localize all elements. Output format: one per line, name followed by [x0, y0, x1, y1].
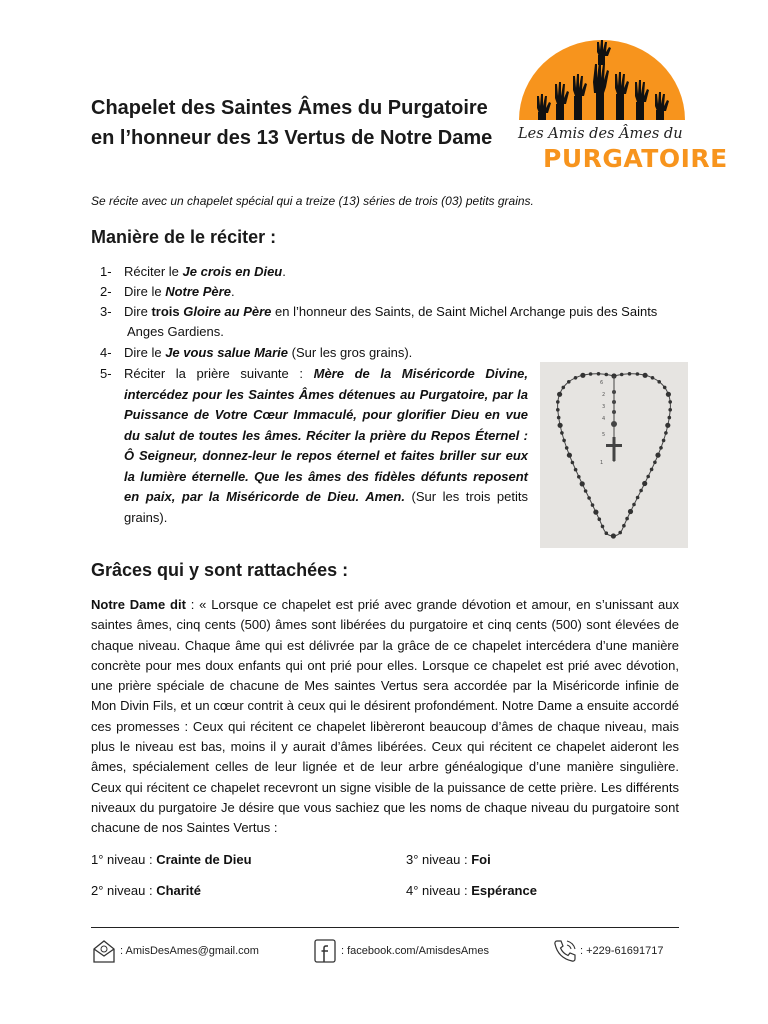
rosary-bead — [653, 461, 657, 465]
rosary-bead — [665, 423, 670, 428]
step-3-continuation: Anges Gardiens. — [127, 324, 224, 339]
graces-heading: Grâces qui y sont rattachées : — [91, 560, 349, 580]
step-number-1: 1- — [100, 264, 112, 279]
rosary-bead — [620, 373, 624, 377]
step-number-4: 4- — [100, 345, 112, 360]
rosary-bead — [668, 408, 672, 412]
rosary-bead — [580, 481, 585, 486]
rosary-bead — [646, 475, 650, 479]
svg-text:4: 4 — [602, 416, 606, 422]
rosary-bead — [651, 376, 655, 380]
rosary-bead — [580, 373, 585, 378]
rosary-bead — [557, 392, 562, 397]
rosary-bead — [625, 517, 629, 521]
rosary-bead — [628, 372, 632, 376]
rosary-bead — [557, 416, 561, 420]
rosary-bead — [642, 481, 647, 486]
rosary-bead — [574, 376, 578, 380]
rosary-bead — [584, 489, 588, 493]
title-line-1: Chapelet des Saintes Âmes du Purgatoire — [91, 97, 488, 119]
svg-text:1: 1 — [600, 460, 604, 466]
rosary-bead — [562, 386, 566, 390]
rosary-bead — [632, 503, 636, 507]
rosary-bead — [659, 446, 663, 450]
rosary-bead — [657, 380, 661, 384]
rosary-bead — [556, 408, 560, 412]
svg-text:3: 3 — [602, 404, 606, 410]
rosary-bead — [558, 423, 563, 428]
rosary-bead — [643, 373, 648, 378]
facebook-icon — [313, 938, 337, 964]
rosary-bead — [577, 475, 581, 479]
rosary-bead — [571, 461, 575, 465]
svg-text:6: 6 — [600, 380, 604, 386]
rosary-bead — [666, 392, 671, 397]
rosary-image — [540, 362, 688, 548]
rosary-icon — [540, 362, 688, 548]
rosary-bead — [636, 496, 640, 500]
rosary-bead — [655, 453, 660, 458]
rosary-bead — [611, 533, 616, 538]
rosary-bead — [598, 517, 602, 521]
level-1: 1° niveau : Crainte de Dieu — [91, 852, 252, 867]
rosary-bead — [562, 439, 566, 443]
rosary-bead — [636, 372, 640, 376]
level-3: 3° niveau : Foi — [406, 852, 491, 867]
rosary-bead — [664, 431, 668, 435]
rosary-bead — [574, 468, 578, 472]
step-number-3: 3- — [100, 304, 112, 319]
rosary-bead — [593, 510, 598, 515]
rosary-bead — [556, 400, 560, 404]
step-number-2: 2- — [100, 284, 112, 299]
level-2: 2° niveau : Charité — [91, 883, 201, 898]
rosary-bead — [605, 373, 609, 377]
graces-paragraph: Notre Dame dit : « Lorsque ce chapelet est prié avec grande dévotion et amour, en s’unissant aux saintes âmes, cinq cents (500) âmes sont libérées du purgatoire et cinq cents (500) sont élevées de chaque niveau. Chaque âme qui est délivrée par la grâce de ce chapelet intercédera d’une manière concrète pour mes doux enfants qui ont prié pour elles. Lorsque ce chapelet est prié avec dévotion, une prière spéciale de chacune de Mes saintes Vertus sera accordée par la Miséricorde infinie de Mon Divin Fils, et un cœur contrit à ceux qui le désirent profondément. Notre Dame a ensuite accordé ces promesses : Ceux qui récitent ce chapelet libèreront beaucoup d’âmes de chaque niveau, mais plus le niveau est bas, moins il y aurait d’âmes libérées. Ceux qui récitent ce chapelet aideront les âmes, spécialement celles de leur lignée et de leur arbre généalogique d’une manière singulière. Ceux qui récitent ce chapelet recevront un signe visible de la puissance de cette prière. Les différents niveaux du purgatoire Je désire que vous sachiez que les noms de chaque niveau du purgatoire sont chacune de nos Saintes Vertus : — [91, 597, 679, 836]
footer-divider — [91, 927, 679, 928]
rosary-bead — [662, 439, 666, 443]
step-3: Dire trois Gloire au Père en l’honneur des Saints, de Saint Michel Archange puis des Saints — [124, 304, 658, 319]
rosary-bead — [601, 525, 605, 529]
email-icon — [92, 938, 116, 964]
step-4: Dire le Je vous salue Marie (Sur les gros grains). — [124, 345, 413, 360]
rosary-bead — [597, 372, 601, 376]
step-number-5: 5- — [100, 366, 112, 381]
phone-icon — [552, 938, 578, 964]
logo-text-line-2: PURGATOIRE — [543, 144, 728, 173]
subtitle: Se récite avec un chapelet spécial qui a treize (13) séries de trois (03) petits grains. — [91, 194, 534, 208]
step-2: Dire le Notre Père. — [124, 284, 235, 299]
rosary-bead — [605, 531, 609, 535]
logo-text-line-1: Les Amis des Âmes du — [518, 126, 683, 142]
rosary-bead — [668, 400, 672, 404]
rosary-bead — [589, 372, 593, 376]
rosary-bead — [567, 453, 572, 458]
footer-facebook[interactable]: : facebook.com/AmisdesAmes — [341, 945, 489, 957]
rosary-bead — [560, 431, 564, 435]
rosary-bead — [567, 380, 571, 384]
rosary-bead — [587, 496, 591, 500]
rosary-bead — [650, 468, 654, 472]
step-5: Réciter la prière suivante : Mère de la Miséricorde Divine, intercédez pour les Saintes Âmes détenues au Purgatoire, par la Puissance de Votre Cœur Immaculé, pour glorifier Dieu en vue du salut de toutes les âmes. Réciter la prière du Repos Éternel : Ô Seigneur, donnez-leur le repos éternel et faites briller sur eux la lumière éternelle. Que les âmes des fidèles défunts reposent en paix, par la Miséricorde de Dieu. Amen. (Sur les trois petits grains). — [124, 366, 529, 525]
title-line-2: en l’honneur des 13 Vertus de Notre Dame — [91, 127, 493, 149]
rosary-bead — [565, 446, 569, 450]
svg-text:2: 2 — [602, 392, 606, 398]
page-title — [91, 93, 511, 153]
rosary-bead — [622, 524, 626, 528]
method-heading: Manière de le réciter : — [91, 227, 277, 247]
svg-text:5: 5 — [602, 432, 606, 438]
rosary-bead — [628, 509, 633, 514]
rosary-bead — [591, 503, 595, 507]
logo — [515, 38, 728, 178]
rosary-bead — [618, 531, 622, 535]
rosary-bead — [668, 416, 672, 420]
level-4: 4° niveau : Espérance — [406, 883, 537, 898]
rosary-bead — [639, 489, 643, 493]
footer-email[interactable]: : AmisDesAmes@gmail.com — [120, 945, 259, 957]
footer-phone[interactable]: : +229-61691717 — [580, 945, 664, 957]
rosary-bead — [663, 386, 667, 390]
step-1: Réciter le Je crois en Dieu. — [124, 264, 286, 279]
